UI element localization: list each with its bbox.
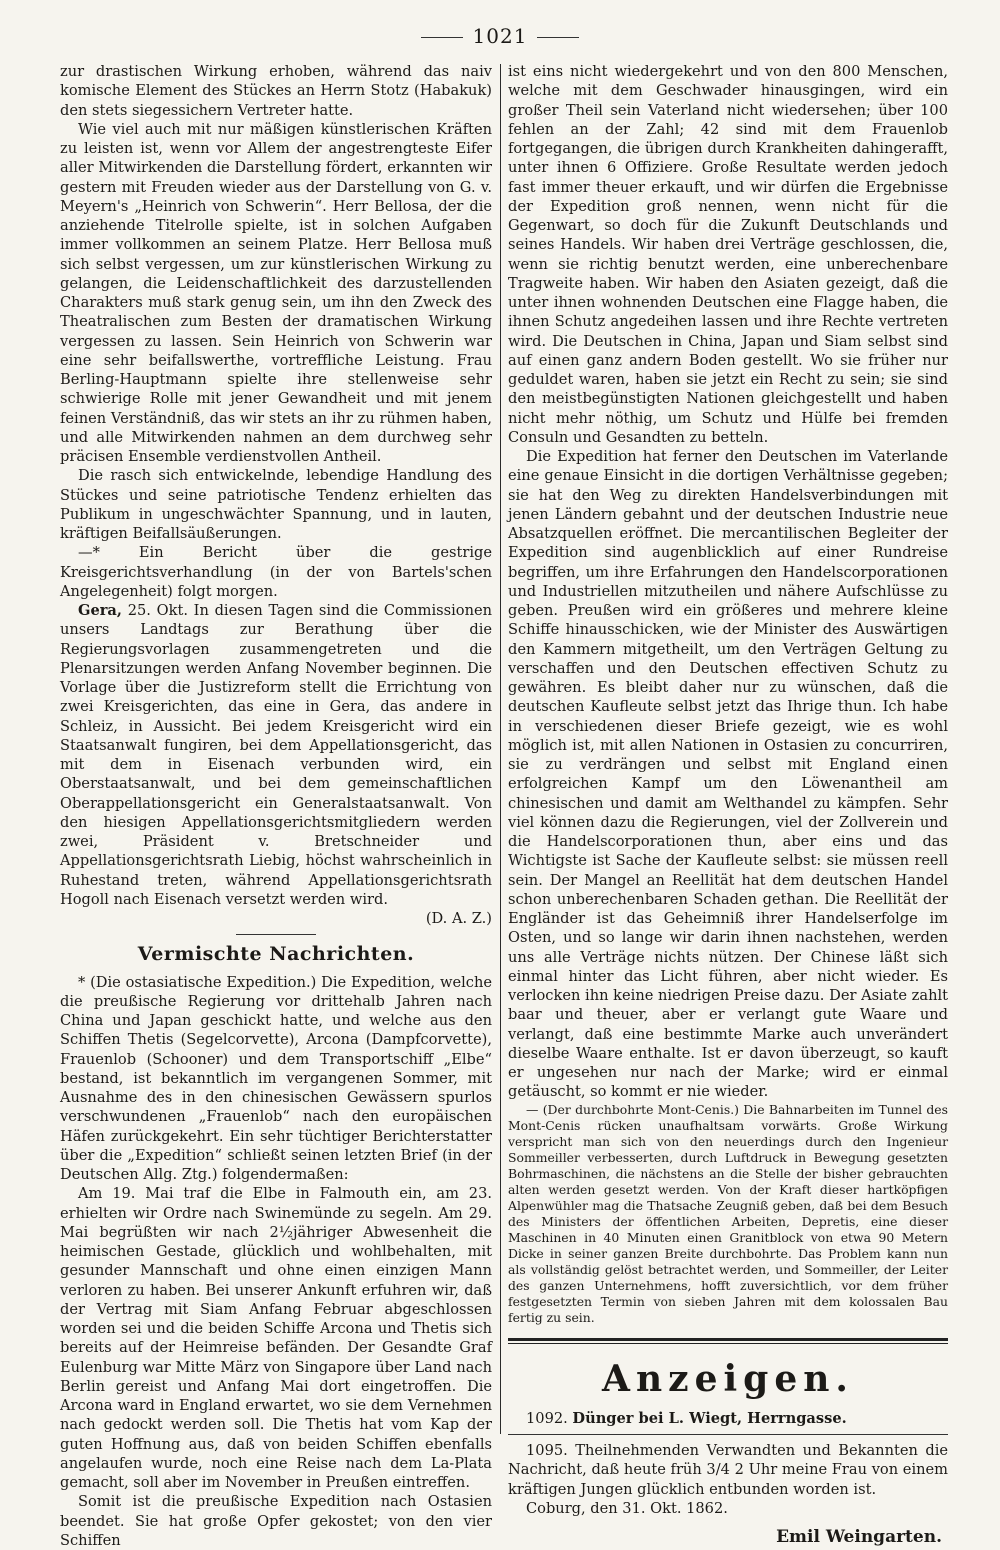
section-heading: Vermischte Nachrichten. — [137, 943, 415, 966]
ads-heading: Anzeigen. — [602, 1357, 854, 1400]
paragraph-mont-cenis: — (Der durchbohrte Mont-Cenis.) Die Bahnarbeiten im Tunnel des Mont-Cenis rücken unaufhaltsam vorwärts. Große Wirkung verspricht man sich von den neuerdings durch den Ingenieur Sommeiller verbesserten, durch Luftdruck in Bewegung gesetzten Bohrmaschinen, die nächstens an die Stelle der bisher gebrauchten alten werden gesetzt werden. Von der Kraft dieser hartköpfigen Alpenwühler mag die Thatsache Zeugniß geben, daß bei dem Besuch des Ministers der öffentlichen Arbeiten, Depretis, eine dieser Maschinen in 40 Minuten einen Granitblock von etwa 90 Metern Dicke in seiner ganzen Breite durchbohrte. Das Problem kann nun als vollständig gelöst betrachtet werden, und Sommeiller, der Leiter des ganzen Unternehmens, hofft zuversichtlich, vor dem früher festgesetzten Termin von sieben Jahren mit dem kolossalen Bau fertig zu sein. — [508, 1101, 948, 1325]
page-number — [0, 24, 1000, 48]
gera-source: (D. A. Z.) — [425, 910, 492, 927]
ad-1092-number: 1092. — [526, 1409, 568, 1427]
ad-1092 — [508, 1409, 948, 1428]
paragraph-expedition-intro: * (Die ostasiatische Expedition.) Die Expedition, welche die preußische Regierung vor drittehalb Jahren nach China und Japan geschickt hatte, und welche aus den Schiffen Thetis (Segelcorvette), Arcona (Dampfcorvette), Frauenlob (Schooner) und dem Transportschiff „Elbe“ bestand, ist bekanntlich im vergangenen Sommer, mit Ausnahme des in den chinesischen Gewässern spurlos verschwundenen „Frauenlob“ nach den europäischen Häfen zurückgekehrt. Ein sehr tüchtiger Berichterstatter über die „Expedition“ schließt seinen letzten Brief (in der Deutschen Allg. Ztg.) folgendermaßen: — [60, 973, 492, 1183]
paragraph-expedition-trade: Die Expedition hat ferner den Deutschen im Vaterlande eine genaue Einsicht in die dortigen Verhältnisse gegeben; sie hat den Weg zu direkten Handelsverbindungen mit jenen Ländern gebahnt und der deutschen Industrie neue Absatzquellen eröffnet. Die mercantilischen Begleiter der Expedition sind augenblicklich auf einer Rundreise begriffen, um ihre Erfahrungen den Handelscorporationen und Industriellen mitzutheilen und nähere Aufschlüsse zu geben. Preußen wird ein größeres und mehrere kleine Schiffe hinausschicken, wie der Minister des Auswärtigen den Kammern mitgetheilt, um den Verträgen Geltung zu verschaffen und den Deutschen effectiven Schutz zu gewähren. Es bleibt daher nur zu wünschen, daß die deutschen Kaufleute selbst jetzt das Ihrige thun. Ich habe in verschiedenen dieser Briefe gezeigt, wie es wohl möglich ist, mit allen Nationen in Ostasien zu concurriren, sie zu verdrängen und selbst mit England einen erfolgreichen Kampf um den Löwenantheil am chinesischen und damit am Welthandel zu kämpfen. Sehr viel können dazu die Regierungen, viel der Zollverein und die Handelscorporationen thun, aber eins und das Wichtigste ist Sache der Kaufleute selbst: sie müssen reell sein. Der Mangel an Reellität hat dem deutschen Handel schon unberechenbaren Schaden gethan. Die Reellität der Engländer ist das Geheimniß ihrer Handelserfolge im Osten, und so lange wir darin ihnen nachstehen, werden uns alle Verträge nichts nützen. Der Chinese läßt sich einmal hinter das Licht führen, aber nicht wieder. Es verlocken ihn keine niedrigen Preise dazu. Der Asiate zahlt baar und theuer, aber er verlangt gute Waare und verlangt, daß eine bestimmte Marke auch unverändert dieselbe Waare enthalte. Ist er davon überzeugt, so kauft er ungesehen nur nach der Marke; wird er einmal getäuscht, so kommt er nie wieder. — [508, 448, 948, 1101]
ad-1095-number: 1095. — [526, 1442, 568, 1459]
paragraph-audience: Die rasch sich entwickelnde, lebendige Handlung des Stückes und seine patriotische Tendenz erhielten das Publikum in ungeschwächter Spannung, und in lauten, kräftigen Beifallsäußerungen. — [60, 467, 492, 542]
paragraph-expedition-results: ist eins nicht wiedergekehrt und von den 800 Menschen, welche mit dem Geschwader hinausgingen, wird ein großer Theil sein Vaterland nicht wiedersehen; über 100 fehlen an der Zahl; 42 sind mit dem Frauenlob fortgegangen, die übrigen durch Krankheiten dahingerafft, unter ihnen 6 Offiziere. Große Resultate werden jedoch fast immer theuer erkauft, und wir dürfen die Ergebnisse der Expedition groß nennen, wenn nicht für die Gegenwart, so doch für die Zukunft Deutschlands und seines Handels. Wir haben drei Verträge geschlossen, die, wenn sie richtig benutzt werden, eine unberechenbare Tragweite haben. Wir haben den Asiaten gezeigt, daß die unter ihnen wohnenden Deutschen eine Flagge haben, die ihnen Schutz angedeihen lassen und ihre Rechte vertreten wird. Die Deutschen in China, Japan und Siam selbst sind auf einen ganz andern Boden gestellt. Wo sie früher nur geduldet waren, haben sie jetzt ein Recht zu sein; sie sind den meistbegünstigten Nationen gleichgestellt und haben nicht mehr nöthig, um Schutz und Hülfe bei fremden Consuln und Gesandten zu betteln. — [508, 63, 948, 446]
paragraph-gera — [60, 601, 492, 909]
ad-1095 — [508, 1441, 948, 1499]
ad-1095-text: Theilnehmenden Verwandten und Bekannten die Nachricht, daß heute früh 3/4 2 Uhr meine Frau von einem kräftigen Jungen glücklich entbunden worden ist. — [508, 1442, 948, 1498]
right-column — [508, 62, 948, 1547]
paragraph-court-report: —* Ein Bericht über die gestrige Kreisgerichtsverhandlung (in der von Bartels'schen Angelegenheit) folgt morgen. — [60, 544, 492, 600]
ads-rule — [508, 1338, 948, 1344]
ad-1095-signature: Emil Weingarten. — [776, 1527, 942, 1547]
ad-divider — [508, 1434, 948, 1435]
paragraph-expedition-return: Am 19. Mai traf die Elbe in Falmouth ein, am 23. erhielten wir Ordre nach Swinemünde zu segeln. Am 29. Mai begrüßten wir nach 2½jähriger Abwesenheit die heimischen Gestade, glücklich und wohlbehalten, mit gesunder Mannschaft und ohne einen einzigen Mann verloren zu haben. Bei unserer Ankunft erfuhren wir, daß der Vertrag mit Siam Anfang Februar abgeschlossen worden sei und die beiden Schiffe Arcona und Thetis sich bereits auf der Heimreise befänden. Der Gesandte Graf Eulenburg war Mitte März von Singapore über Land nach Berlin gereist und Anfang Mai dort eingetroffen. Die Arcona ward in England erwartet, wo sie dem Vernehmen nach gedockt werden soll. Die Thetis hat vom Kap der guten Hoffnung aus, daß von beiden Schiffen ebenfalls angelaufen wurde, noch eine Reise nach dem La-Plata gemacht, soll aber im November in Preußen eintreffen. — [60, 1185, 492, 1491]
paragraph-heinrich-von-schwerin: Wie viel auch mit nur mäßigen künstlerischen Kräften zu leisten ist, wenn vor Allem der angestrengteste Eifer aller Mitwirkenden die Darstellung fördert, erkannten wir gestern mit Freuden wieder aus der Darstellung von G. v. Meyern's „Heinrich von Schwerin“. Herr Bellosa, der die anziehende Titelrolle spielte, ist in solchen Aufgaben immer vollkommen an seinem Platze. Herr Bellosa muß sich selbst vergessen, um zur künstlerischen Wirkung zu gelangen, die Leidenschaftlichkeit des darzustellenden Charakters muß stark genug sein, um ihn den Zweck des Theatralischen zum Besten der dramatischen Wirkung vergessen zu lassen. Sein Heinrich von Schwerin war eine sehr beifallswerthe, vortreffliche Leistung. Frau Berling-Hauptmann spielte ihre stellenweise sehr schwierige Rolle mit jener Gewandheit und mit jenem feinen Verständniß, das wir stets an ihr zu rühmen haben, und alle Mitwirkenden nahmen an dem durchweg sehr präcisen Ensemble verdienstvollen Antheil. — [60, 120, 492, 465]
paragraph-theater-end: zur drastischen Wirkung erhoben, während das naiv komische Element des Stückes an Herrn Stotz (Habakuk) den stets siegessichern Vertreter hatte. — [60, 63, 492, 119]
dateline-gera: Gera, — [78, 602, 122, 619]
gera-text: 25. Okt. In diesen Tagen sind die Commissionen unsers Landtags zur Berathung über die Regierungsvorlagen zusammengetreten und die Plenarsitzungen werden Anfang November beginnen. Die Vorlage über die Justizreform stellt die Errichtung von zwei Kreisgerichten, das eine in Gera, das andere in Schleiz, in Aussicht. Bei jedem Kreisgericht wird ein Staatsanwalt fungiren, bei dem Appellationsgericht, das mit dem in Eisenach verbunden wird, ein Oberstaatsanwalt, und bei dem gemeinschaftlichen Oberappellationsgericht ein Generalstaatsanwalt. Von den hiesigen Appellationsgerichtsmitgliedern werden zwei, Präsident v. Bretschneider und Appellationsgerichtsrath Liebig, höchst wahrscheinlich in Ruhestand treten, während Appellationsgerichtsrath Hogoll nach Eisenach versetzt werden wird. — [60, 602, 493, 908]
ad-1095-date: Coburg, den 31. Okt. 1862. — [526, 1499, 728, 1517]
page-number-text: 1021 — [472, 24, 528, 48]
paragraph-expedition-end: Somit ist die preußische Expedition nach Ostasien beendet. Sie hat große Opfer gekostet; von den vier Schiffen — [60, 1493, 492, 1549]
column-divider — [500, 64, 501, 1434]
left-column — [60, 62, 492, 1550]
ad-1092-text: Dünger bei L. Wiegt, Herrngasse. — [572, 1409, 847, 1427]
section-divider — [236, 934, 316, 935]
